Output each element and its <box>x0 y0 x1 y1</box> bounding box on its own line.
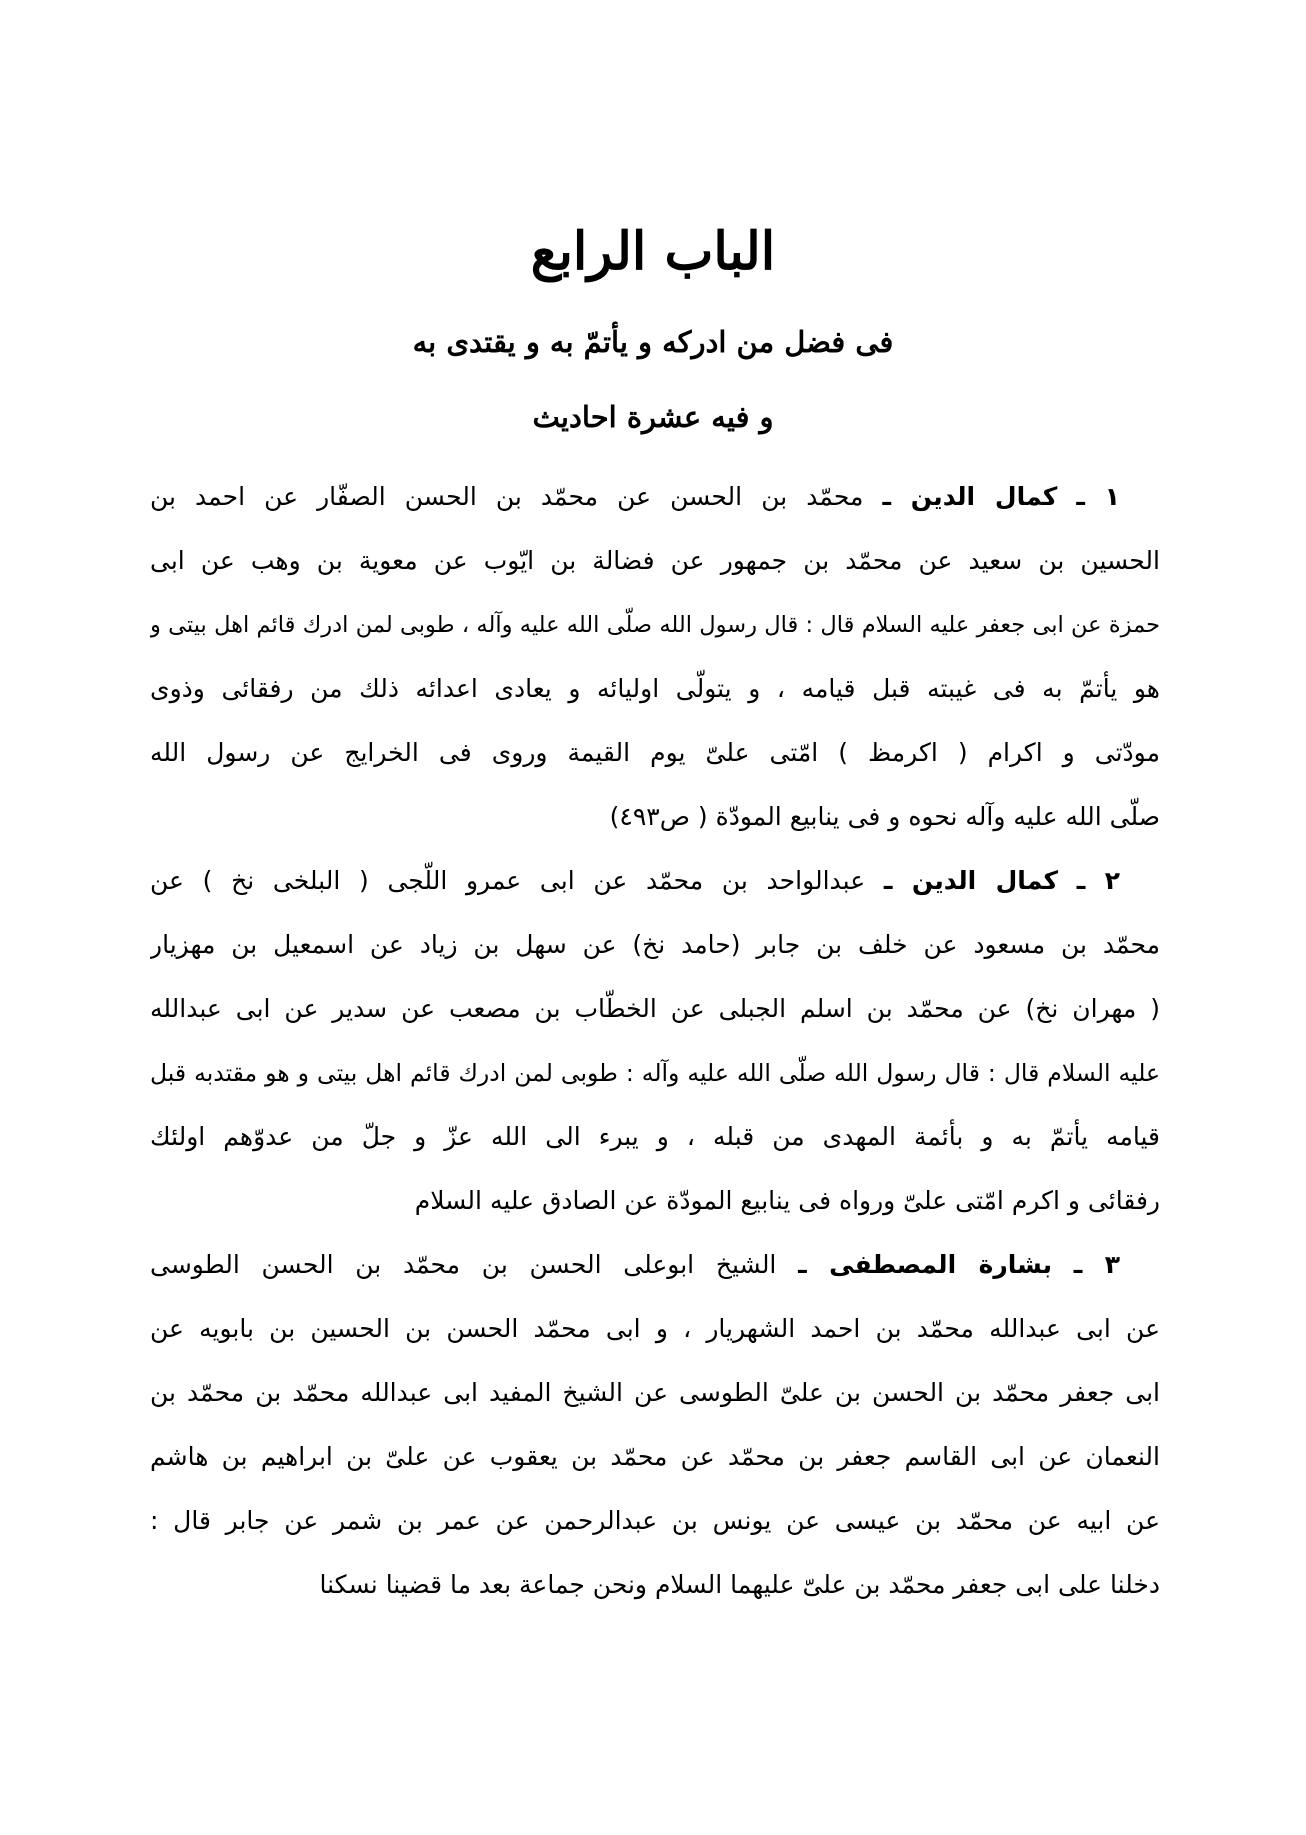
hadith-2-line-2: محمّد بن مسعود عن خلف بن جابر (حامد نخ) عن سهل بن زياد عن اسمعيل بن مهزيار <box>150 930 1160 959</box>
hadith-3-line-6: دخلنا علی ابی جعفر محمّد بن علیّ عليهما السلام ونحن جماعة بعد ما قضينا نسكنا <box>319 1570 1160 1599</box>
hadith-3-line-3: ابی جعفر محمّد بن الحسن بن علیّ الطوسی عن الشيخ المفيد ابی عبدالله محمّد بن محمّد بن <box>150 1378 1160 1407</box>
hadith-2-line-4: عليه السلام قال : قال رسول الله صلّى الله عليه وآله : طوبى لمن ادرك قائم اهل بيتی و هو مقتدبه قبل <box>150 1059 1160 1087</box>
hadith-text: الشيخ ابوعلی الحسن بن محمّد بن الحسن الطوسی <box>150 1250 777 1279</box>
hadith-3-line-5: عن ابيه عن محمّد بن عيسى عن يونس بن عبدالرحمن عن عمر بن شمر عن جابر قال : <box>150 1506 1160 1535</box>
hadith-source: كمال الدين ـ <box>882 482 1058 511</box>
hadith-number: ٢ ـ <box>1076 866 1120 895</box>
chapter-title: الباب الرابع <box>530 221 776 282</box>
hadith-1-line-4: هو يأتمّ به فی غيبته قبل قيامه ، و يتولّى اوليائه و يعادی اعدائه ذلك من رفقائی وذوی <box>150 674 1160 703</box>
hadith-1-line-3: حمزة عن ابی جعفر عليه السلام قال : قال رسول الله صلّى الله عليه وآله ، طوبى لمن ادرك قائم اهل بيتی و <box>150 612 1160 638</box>
hadith-1-line-2: الحسين بن سعيد عن محمّد بن جمهور عن فضالة بن ايّوب عن معوية بن وهب عن ابی <box>150 546 1160 575</box>
hadith-3-line-4: النعمان عن ابی القاسم جعفر بن محمّد عن محمّد بن يعقوب عن علیّ بن ابراهيم بن هاشم <box>150 1442 1160 1471</box>
hadith-2-line-1 <box>150 849 1160 913</box>
hadith-2-line-6: رفقائی و اكرم امّتی علیّ ورواه فی ينابيع المودّة عن الصادق عليه السلام <box>414 1186 1160 1215</box>
hadith-count-line: و فیه عشرة احادیث <box>532 400 774 434</box>
hadith-1-line-1 <box>150 465 1160 529</box>
hadith-1-line-5: مودّتی و اكرام ( اكرمظ ) امّتی علیّ يوم القيمة وروی فی الخرايج عن رسول الله <box>150 738 1160 767</box>
hadith-2-line-3: ( مهران نخ) عن محمّد بن اسلم الجبلی عن الخطّاب بن مصعب عن سدير عن ابی عبدالله <box>150 994 1160 1023</box>
hadith-number: ٣ ـ <box>1073 1250 1121 1279</box>
body-text <box>150 465 1160 1617</box>
hadith-text: محمّد بن الحسن عن محمّد بن الحسن الصفّار عن احمد بن <box>150 482 864 511</box>
hadith-source: بشارة المصطفى ـ <box>798 1250 1052 1279</box>
hadith-number: ١ ـ <box>1076 482 1121 511</box>
hadith-text: عبدالواحد بن محمّد عن ابی عمرو اللّجی ( البلخی نخ ) عن <box>150 866 866 895</box>
hadith-2-line-5: قيامه يأتمّ به و بأئمة المهدی من قبله ، و يبرء الى الله عزّ و جلّ من عدوّهم اولئك <box>150 1122 1160 1151</box>
hadith-1-line-6: صلّى الله عليه وآله نحوه و فی ينابيع المودّة ( ص٤٩٣) <box>609 802 1160 831</box>
chapter-subtitle: فی فضل من ادرکه و یأتمّ به و یقتدی به <box>412 325 894 359</box>
hadith-3-line-2: عن ابی عبدالله محمّد بن احمد الشهريار ، و ابی محمّد الحسن بن الحسين بن بابويه عن <box>150 1314 1160 1343</box>
hadith-source: كمال الدين ـ <box>883 866 1058 895</box>
hadith-3-line-1 <box>150 1233 1160 1297</box>
